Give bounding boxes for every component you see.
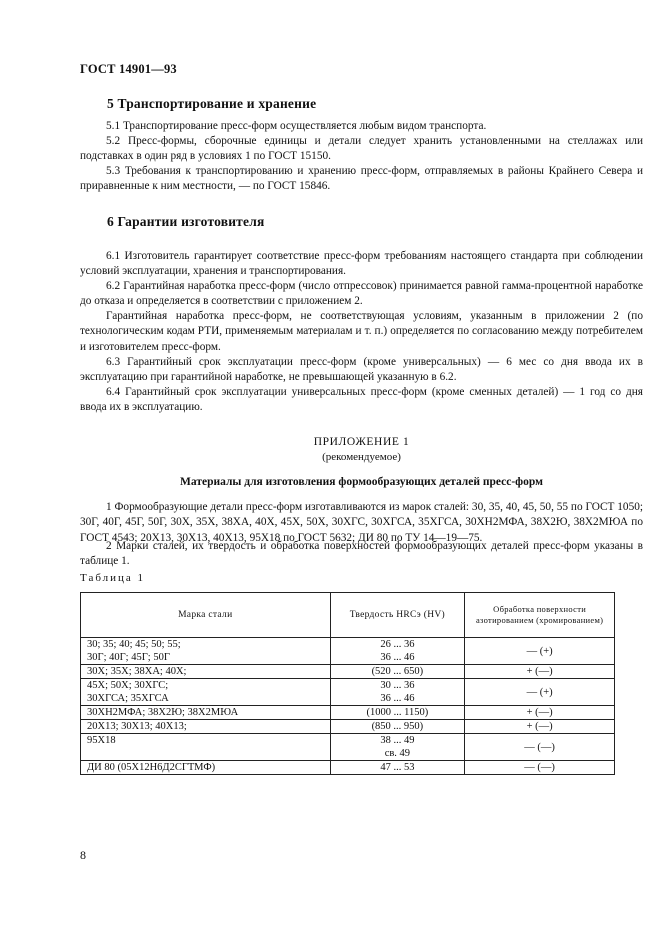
paragraph-6-3: 6.3 Гарантийный срок эксплуатации пресс-форм (кроме универсальных) — 6 мес со дня ввода их в эксплуатацию при гарантийной наработке, не превышающей указанную в 6.2.: [80, 356, 643, 384]
cell-grade: [81, 679, 331, 706]
cell-grade: [81, 720, 331, 734]
cell-hardness-line: (850 ... 950): [371, 721, 424, 732]
cell-grade-line: 45Х; 50Х; 30ХГС;: [87, 680, 169, 691]
cell-grade-line: 30Х; 35Х; 38ХА; 40Х;: [87, 666, 187, 677]
paragraph-5-1: 5.1 Транспортирование пресс-форм осуществляется любым видом транспорта.: [106, 120, 487, 132]
cell-hardness: [330, 734, 465, 761]
page-number: 8: [80, 848, 86, 862]
cell-grade: [81, 706, 331, 720]
cell-grade-line: 95Х18: [87, 735, 116, 746]
paragraph-6-2-note: Гарантийная наработка пресс-форм, не соответствующая условиям, указанным в приложении 2 (по технологическим кодам РТИ, применяемым материалам и т. п.) определяется по согласованию между потребителем и изготовителем пресс-форм.: [80, 310, 643, 353]
paragraph-6-2: 6.2 Гарантийная наработка пресс-форм (число отпрессовок) принимается равной гамма-процентной наработке до отказа и определяется в соответствии с приложением 2.: [80, 280, 643, 308]
cell-hardness-line: св. 49: [384, 748, 411, 759]
cell-treatment: — (+): [465, 679, 615, 706]
cell-treatment: — (—): [465, 761, 615, 775]
cell-hardness: [330, 638, 465, 665]
paragraph-5-3: 5.3 Требования к транспортированию и хранению пресс-форм, отправляемых в районы Крайнего Севера и приравненные к ним местности, — по ГОСТ 15846.: [80, 165, 643, 193]
cell-hardness: [330, 761, 465, 775]
table-row: [81, 638, 615, 665]
table-header-row: [81, 593, 615, 638]
cell-hardness: [330, 679, 465, 706]
cell-grade: [81, 734, 331, 761]
cell-hardness: [330, 720, 465, 734]
cell-hardness-line: (1000 ... 1150): [366, 707, 429, 718]
header-grade: Марка стали: [81, 593, 331, 638]
appendix-paragraph-1: 1 Формообразующие детали пресс-форм изготавливаются из марок сталей: 30, 35, 40, 45, 50, 55 по ГОСТ 1050; 30Г, 40Г, 45Г, 50Г, 30Х, 35Х, 38ХА, 40Х, 45Х, 50Х, 30ХГС, 30ХГСА, 35ХГСА, 30ХН2МФА, 38Х2Ю, 38Х2МЮА по ГОСТ 4543; 20Х13, 30Х13, 40Х13, 95Х18 по ГОСТ 5632; ДИ 80 по ТУ 14—19—75.: [80, 501, 643, 544]
document-code: ГОСТ 14901—93: [80, 62, 177, 76]
cell-grade-line: 30ХГСА; 35ХГСА: [87, 693, 169, 704]
cell-treatment: + (—): [465, 720, 615, 734]
table-row: [81, 665, 615, 679]
cell-treatment: + (—): [465, 706, 615, 720]
cell-hardness-line: 36 ... 46: [380, 693, 415, 704]
steel-grades-table: [80, 592, 615, 775]
table-row: [81, 720, 615, 734]
appendix-subtitle: (рекомендуемое): [322, 451, 401, 463]
appendix-paragraph-2: 2 Марки сталей, их твердость и обработка поверхностей формообразующих деталей пресс-форм указаны в таблице 1.: [80, 540, 643, 568]
appendix-heading: Материалы для изготовления формообразующих деталей пресс-форм: [180, 476, 543, 488]
section-5-title: 5 Транспортирование и хранение: [107, 96, 317, 111]
cell-hardness-line: (520 ... 650): [371, 666, 424, 677]
cell-treatment: — (+): [465, 638, 615, 665]
cell-hardness-line: 36 ... 46: [380, 652, 415, 663]
section-6-title: 6 Гарантии изготовителя: [107, 214, 265, 229]
cell-hardness-line: 47 ... 53: [380, 762, 415, 773]
appendix-title: ПРИЛОЖЕНИЕ 1: [313, 436, 410, 448]
paragraph-6-1: 6.1 Изготовитель гарантирует соответствие пресс-форм требованиям настоящего стандарта при соблюдении условий эксплуатации, хранения и транспортирования.: [80, 250, 643, 278]
cell-hardness-line: 26 ... 36: [380, 639, 415, 650]
paragraph-5-2: 5.2 Пресс-формы, сборочные единицы и детали следует хранить установленными на стеллажах или подставках в один ряд в условиях 1 по ГОСТ 15150.: [80, 135, 643, 163]
header-hardness: Твердость HRCэ (HV): [330, 593, 465, 638]
cell-hardness-line: 38 ... 49: [380, 735, 415, 746]
table-label: Таблица 1: [80, 572, 146, 584]
cell-grade-line: 30; 35; 40; 45; 50; 55;: [87, 639, 181, 650]
cell-treatment: + (—): [465, 665, 615, 679]
cell-grade: [81, 665, 331, 679]
cell-grade-line: 30ХН2МФА; 38Х2Ю; 38Х2МЮА: [87, 707, 239, 718]
cell-treatment: — (—): [465, 734, 615, 761]
table-row: [81, 761, 615, 775]
cell-grade: [81, 761, 331, 775]
header-treatment: Обработка поверхности азотированием (хромированием): [465, 593, 615, 638]
table-row: [81, 706, 615, 720]
cell-hardness-line: 30 ... 36: [380, 680, 415, 691]
cell-grade: [81, 638, 331, 665]
table-row: [81, 734, 615, 761]
cell-hardness: [330, 665, 465, 679]
cell-grade-line: 30Г; 40Г; 45Г; 50Г: [87, 652, 170, 663]
table-row: [81, 679, 615, 706]
cell-hardness: [330, 706, 465, 720]
paragraph-6-4: 6.4 Гарантийный срок эксплуатации универсальных пресс-форм (кроме сменных деталей) — 1 год со дня ввода их в эксплуатацию.: [80, 386, 643, 414]
cell-grade-line: 20Х13; 30Х13; 40Х13;: [87, 721, 187, 732]
cell-grade-line: ДИ 80 (05Х12Н6Д2СГТМФ): [87, 762, 216, 773]
